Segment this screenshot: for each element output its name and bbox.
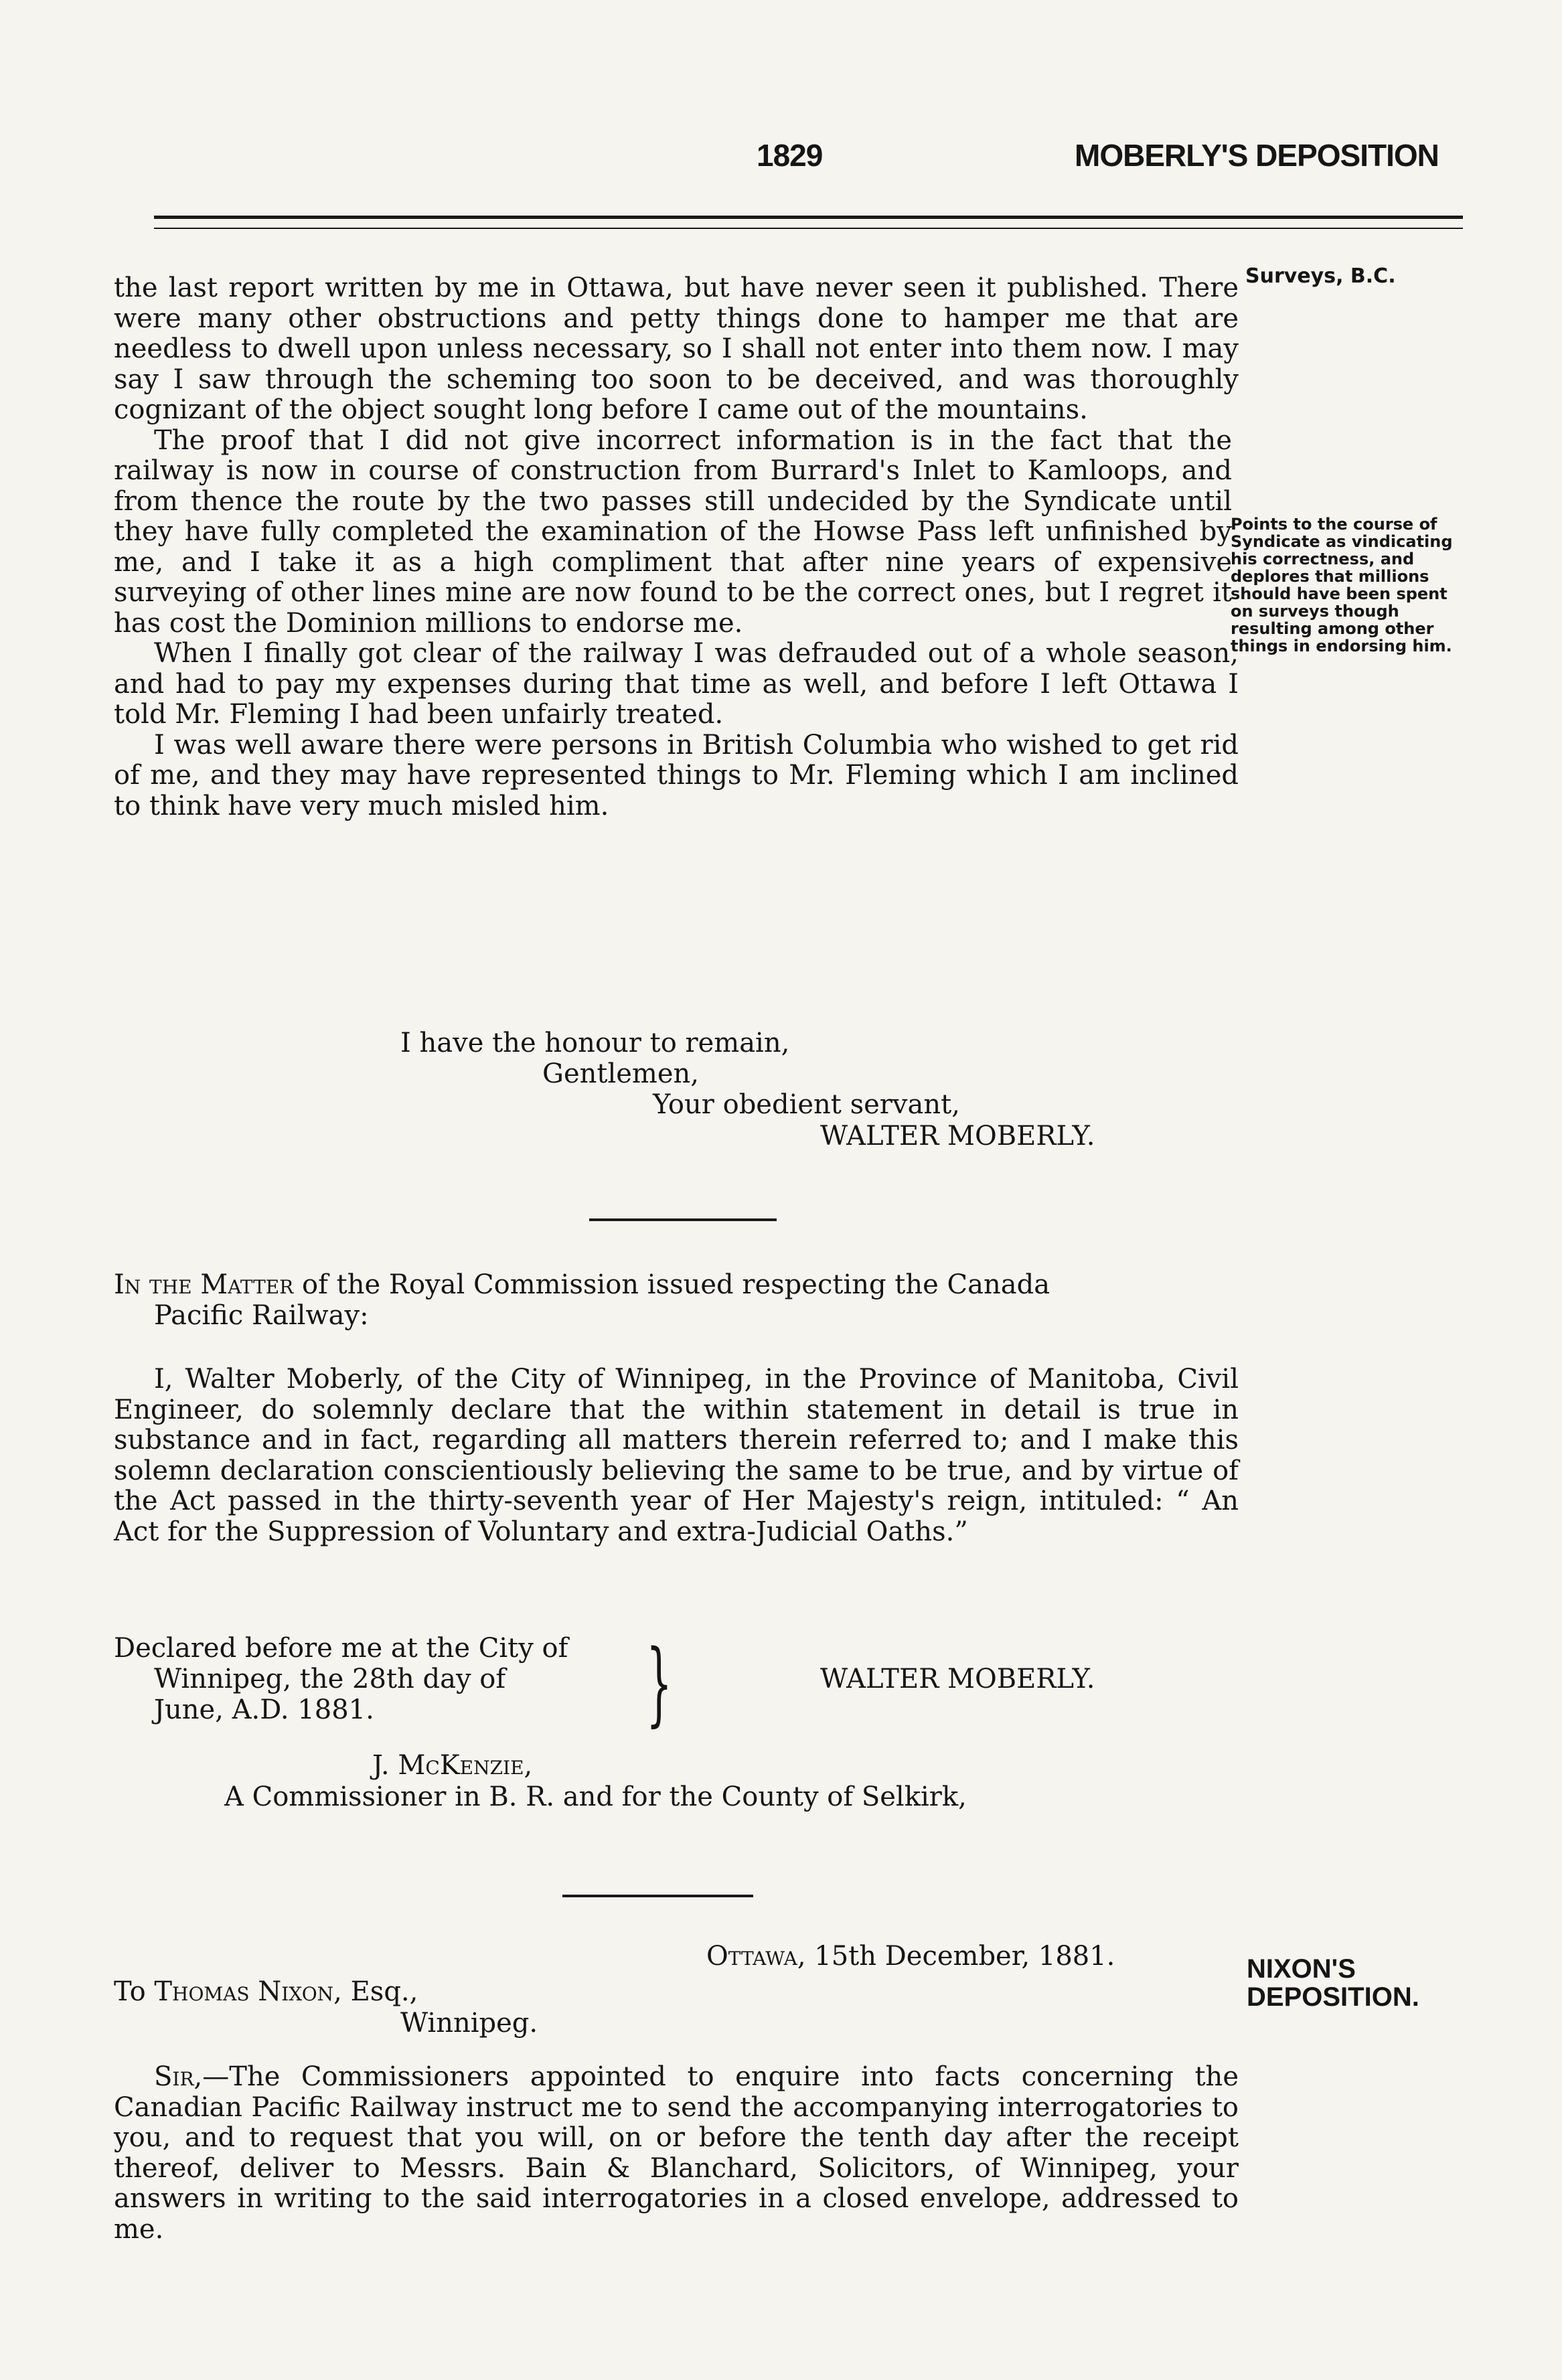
- declaration: [114, 1364, 1239, 1547]
- salutation: Sir: [154, 2061, 194, 2092]
- commissioner-title: A Commissioner in B. R. and for the County of Selkirk,: [224, 1781, 967, 1812]
- header-rule-thin: [154, 228, 1463, 229]
- matter-line-2: Pacific Railway:: [154, 1299, 369, 1331]
- matter-rest: of the Royal Commission issued respecting the Canada: [293, 1269, 1050, 1300]
- letter-addressee: [114, 1977, 418, 2008]
- closing-line-2: Gentlemen,: [542, 1058, 700, 1089]
- declared-line-1: Declared before me at the City of: [114, 1633, 568, 1664]
- nixon-heading-line-2: DEPOSITION.: [1247, 1982, 1419, 2012]
- declared-signature: WALTER MOBERLY.: [820, 1664, 1095, 1694]
- running-head: MOBERLY'S DEPOSITION: [1075, 138, 1439, 173]
- matter-lead: In the Matter: [114, 1269, 294, 1300]
- letter-city: Winnipeg.: [400, 2008, 538, 2039]
- persons-paragraph: I was well aware there were persons in British Columbia who wished to get rid of me, and they may have represented things to Mr. Fleming which I am inclined to think have very much misled him.: [114, 729, 1239, 821]
- commissioner-name-text: J. McKenzie,: [372, 1750, 533, 1781]
- letter-body-text: ,—The Commissioners appointed to enquire into facts concerning the Canadian Pacific Railway instruct me to send the accompanying interrogatories to you, and to request that you will, on or before the tenth day after the receipt thereof, deliver to Messrs. Bain & Blanchard, Solicitors, of Winnipeg, your answers in writing to the said interrogatories in a closed envelope, addressed to me.: [114, 2061, 1239, 2245]
- separator-2: [562, 1895, 753, 1897]
- declaration-paragraph: I, Walter Moberly, of the City of Winnipeg, in the Province of Manitoba, Civil Engineer, do solemnly declare that the within statement in detail is true in substance and in fact, regarding all matters therein referred to; and I make this solemn declaration conscientiously believing the same to be true, and by virtue of the Act passed in the thirty-seventh year of Her Majesty's reign, intituled: “ An Act for the Suppression of Voluntary and extra-Judicial Oaths.”: [114, 1364, 1239, 1547]
- letter-body-paragraph: [114, 2062, 1239, 2245]
- matter-heading: [114, 1270, 1239, 1331]
- closing-line-3: Your obedient servant,: [653, 1089, 960, 1120]
- letter-date: , 15th December, 1881.: [797, 1941, 1115, 1972]
- declared-brace: }: [646, 1631, 672, 1737]
- margin-note: Points to the course of Syndicate as vindicating his correctness, and deplores that millions should have been spent on surveys though resulting among other things in endorsing him.: [1231, 515, 1453, 655]
- body-text: [114, 273, 1239, 821]
- closing-line-1: I have the honour to remain,: [400, 1028, 790, 1058]
- letter-body: [114, 2062, 1239, 2245]
- letter-place: Ottawa: [706, 1941, 797, 1972]
- intro-paragraph: the last report written by me in Ottawa, but have never seen it published. There were many other obstructions and petty things done to hamper me that are needless to dwell upon unless necessary, so I shall not enter into them now. I may say I saw through the scheming too soon to be deceived, and was thoroughly cognizant of the object sought long before I came out of the mountains.: [114, 272, 1239, 425]
- commissioner-name: [372, 1751, 532, 1781]
- to-lead: To: [114, 1976, 155, 2007]
- matter-line-1: [114, 1270, 1239, 1301]
- to-name: Thomas Nixon: [154, 1976, 334, 2007]
- letter-dateline: [706, 1941, 1115, 1972]
- page-number: 1829: [757, 138, 823, 173]
- to-suffix: , Esq.,: [333, 1976, 418, 2007]
- separator-1: [589, 1218, 777, 1221]
- declared-line-3: June, A.D. 1881.: [154, 1694, 374, 1725]
- nixon-heading-line-1: NIXON'S: [1247, 1954, 1356, 1984]
- declared-line-2: Winnipeg, the 28th day of: [154, 1664, 506, 1694]
- closing-signature: WALTER MOBERLY.: [820, 1121, 1095, 1152]
- header-rule-thick: [154, 216, 1463, 219]
- proof-paragraph: The proof that I did not give incorrect information is in the fact that the railway is now in course of construction from Burrard's Inlet to Kamloops, and from thence the route by the two passes still undecided by the Syndicate until they have fully completed the examination of the Howse Pass left unfinished by me, and I take it as a high compliment that after nine years of expensive surveying of other lines mine are now found to be the correct ones, but I regret it has cost the Dominion millions to endorse me.: [114, 424, 1232, 639]
- sidenote-surveys: Surveys, B.C.: [1245, 264, 1396, 288]
- defrauded-paragraph: When I finally got clear of the railway I was defrauded out of a whole season, and had to pay my expenses during that time as well, and before I left Ottawa I told Mr. Fleming I had been unfairly treated.: [114, 638, 1239, 730]
- nixon-heading: [1247, 1955, 1419, 2011]
